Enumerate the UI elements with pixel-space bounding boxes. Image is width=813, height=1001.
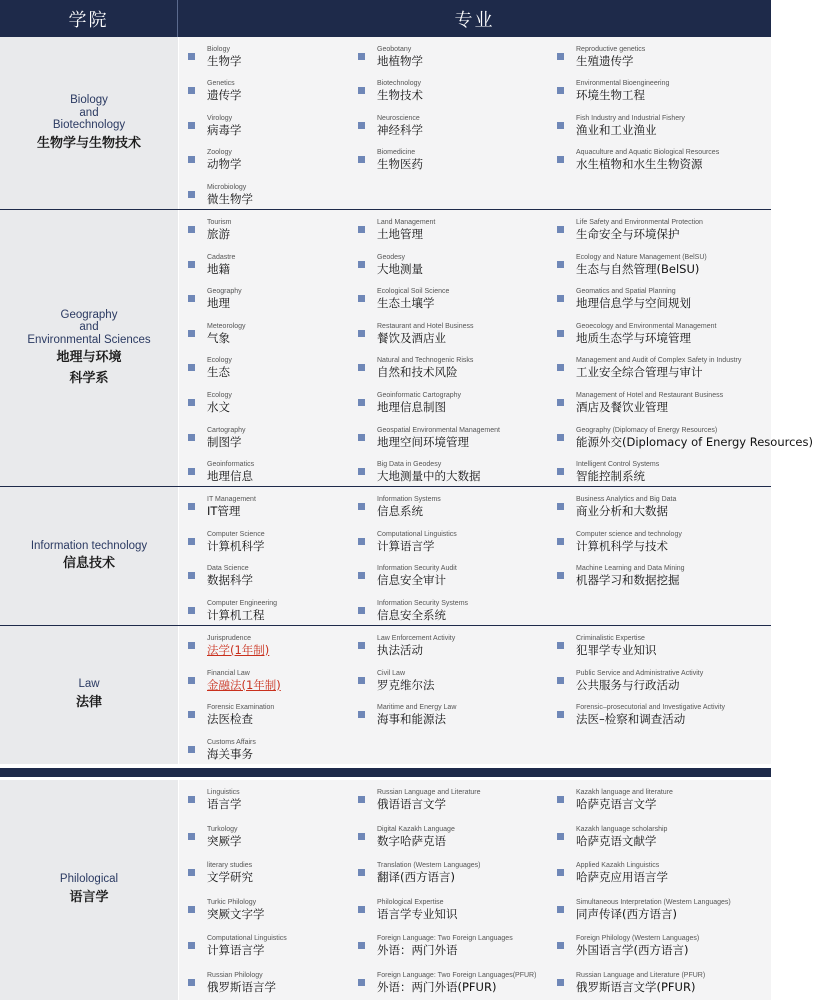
- college-name-zh: 法律: [75, 694, 102, 710]
- major-name-en: Life Safety and Environmental Protection: [576, 219, 703, 226]
- major-name-zh: 能源外交(Diplomacy of Energy Resources): [576, 434, 813, 449]
- major-name-en: Kazakh language and literature: [576, 789, 673, 796]
- college-name-zh: 语言学: [69, 889, 109, 905]
- bullet-square-icon: [188, 156, 195, 163]
- college-name-en: and: [79, 321, 99, 334]
- bullet-square-icon: [188, 979, 195, 986]
- bullet-square-icon: [188, 906, 195, 913]
- major-name-zh: 俄语语言文学: [377, 797, 446, 811]
- major-name-en: Russian Language and Literature: [377, 789, 481, 796]
- major-name-zh: 地理信息: [207, 469, 253, 484]
- major-name-en: Meteorology: [207, 322, 246, 330]
- major-name-zh: 文学研究: [207, 870, 253, 885]
- bullet-square-icon: [188, 330, 195, 337]
- bullet-square-icon: [557, 87, 564, 94]
- bullet-square-icon: [358, 642, 365, 649]
- bullet-square-icon: [557, 226, 564, 233]
- college-name-zh: 信息技术: [62, 556, 115, 572]
- major-name-en: Ecology: [207, 392, 232, 399]
- major-name-zh: 土地管理: [377, 227, 423, 241]
- bullet-square-icon: [188, 468, 195, 475]
- college-name-zh: 科学系: [69, 371, 109, 387]
- bullet-square-icon: [557, 642, 564, 649]
- major-name-zh: 环境生物工程: [576, 88, 645, 103]
- bullet-square-icon: [358, 942, 365, 949]
- major-name-en: Foreign Language: Two Foreign Languages: [377, 935, 513, 943]
- bullet-square-icon: [358, 399, 365, 406]
- bullet-square-icon: [358, 53, 365, 60]
- major-name-zh: 计算机科学与技术: [576, 538, 668, 553]
- major-name-en: Geodesy: [377, 253, 406, 261]
- bullet-square-icon: [188, 87, 195, 94]
- major-name-zh: 计算机科学: [207, 538, 265, 553]
- bullet-square-icon: [188, 261, 195, 268]
- major-name-en: Environmental Bioengineering: [576, 80, 670, 88]
- major-name-en: Ecology and Nature Management (BelSU): [576, 253, 707, 261]
- major-name-zh: 旅游: [207, 227, 230, 241]
- college-name-en: Geography: [60, 308, 118, 321]
- major-name-en: Aquaculture and Aquatic Biological Resources: [576, 149, 720, 157]
- bullet-square-icon: [358, 122, 365, 129]
- major-name-zh: 生物医药: [377, 157, 423, 172]
- bullet-square-icon: [188, 191, 195, 198]
- bullet-square-icon: [358, 711, 365, 718]
- bullet-square-icon: [358, 295, 365, 302]
- major-name-zh: 遗传学: [207, 88, 242, 103]
- major-name-en: Computational Linguistics: [207, 935, 287, 943]
- bullet-square-icon: [358, 869, 365, 876]
- major-name-en: Forensic Examination: [207, 704, 275, 712]
- bullet-square-icon: [188, 364, 195, 371]
- bullet-square-icon: [557, 942, 564, 949]
- major-name-zh: 外国语言学(西方语言): [576, 943, 689, 958]
- bullet-square-icon: [188, 434, 195, 441]
- major-name-en: Information Security Audit: [377, 565, 457, 573]
- majors-cell: [179, 37, 771, 210]
- college-name-en: Biology: [70, 94, 108, 107]
- major-name-en: Linguistics: [207, 789, 240, 796]
- major-name-zh: 计算语言学: [207, 943, 265, 958]
- bullet-square-icon: [557, 869, 564, 876]
- major-name-zh: 执法活动: [377, 643, 423, 657]
- major-name-zh: 哈萨克应用语言学: [576, 870, 668, 885]
- bullet-square-icon: [557, 796, 564, 803]
- bullet-square-icon: [188, 503, 195, 510]
- bullet-square-icon: [358, 434, 365, 441]
- bullet-square-icon: [557, 503, 564, 510]
- bullet-square-icon: [358, 796, 365, 803]
- major-name-en: Geoinformatic Cartography: [377, 392, 462, 399]
- bullet-square-icon: [358, 87, 365, 94]
- bullet-square-icon: [358, 226, 365, 233]
- major-name-en: Financial Law: [207, 669, 250, 677]
- major-name-en: Neuroscience: [377, 114, 420, 122]
- major-name-en: Philological Expertise: [377, 898, 444, 906]
- major-name-zh: 动物学: [207, 157, 242, 172]
- major-name-zh: 外语：两门外语(PFUR): [377, 980, 497, 994]
- bullet-square-icon: [358, 607, 365, 614]
- bullet-square-icon: [188, 711, 195, 718]
- major-name-zh: 翻译(西方语言): [377, 870, 455, 885]
- bullet-square-icon: [557, 295, 564, 302]
- major-name-zh: 数字哈萨克语: [377, 833, 446, 848]
- bullet-square-icon: [557, 434, 564, 441]
- major-name-zh: 地理信息制图: [377, 400, 446, 414]
- college-name-zh: 生物学与生物技术: [36, 135, 141, 151]
- bullet-square-icon: [557, 261, 564, 268]
- bullet-square-icon: [188, 642, 195, 649]
- major-name-en: Natural and Technogenic Risks: [377, 357, 474, 365]
- major-name-en: Information Security Systems: [377, 599, 469, 607]
- college-name-zh: 地理与环境: [56, 350, 122, 366]
- bullet-square-icon: [557, 572, 564, 579]
- major-name-en: Cadastre: [207, 253, 236, 261]
- major-name-en: Turkic Philology: [207, 898, 257, 906]
- major-name-en: Turkology: [207, 825, 238, 833]
- bullet-square-icon: [188, 122, 195, 129]
- major-name-zh: 突厥文字学: [207, 906, 265, 921]
- major-name-zh: 数据科学: [207, 573, 253, 588]
- major-name-en: Microbiology: [207, 183, 247, 191]
- major-name-zh: 智能控制系统: [576, 469, 645, 484]
- bullet-square-icon: [188, 746, 195, 753]
- major-name-en: Foreign Philology (Western Languages): [576, 935, 700, 943]
- major-name-en: Computer science and technology: [576, 530, 682, 538]
- college-name-cell: [0, 37, 178, 210]
- major-name-en: Applied Kazakh Linguistics: [576, 862, 660, 870]
- college-section: [0, 487, 771, 626]
- major-name-en: Intelligent Control Systems: [576, 461, 660, 469]
- bullet-square-icon: [188, 833, 195, 840]
- bullet-square-icon: [188, 295, 195, 302]
- college-name-en: Philological: [59, 873, 119, 886]
- bullet-square-icon: [188, 607, 195, 614]
- major-name-en: Virology: [207, 114, 233, 122]
- major-name-zh: 生殖遗传学: [576, 54, 634, 68]
- major-name-en: Big Data in Geodesy: [377, 461, 442, 469]
- major-name-en: Ecology: [207, 357, 232, 365]
- bullet-square-icon: [557, 156, 564, 163]
- major-name-zh: 工业安全综合管理与审计: [576, 365, 703, 380]
- major-name-en: Management of Hotel and Restaurant Business: [576, 392, 724, 399]
- major-name-en: Russian Language and Literature (PFUR): [576, 972, 706, 979]
- bullet-square-icon: [358, 330, 365, 337]
- bullet-square-icon: [557, 399, 564, 406]
- bullet-square-icon: [557, 906, 564, 913]
- major-name-zh: 哈萨克语言文学: [576, 797, 657, 811]
- major-name-zh: 生物技术: [377, 88, 423, 103]
- major-name-en: Law Enforcement Activity: [377, 635, 456, 642]
- major-name-en: Geography: [207, 288, 242, 296]
- bullet-square-icon: [358, 503, 365, 510]
- bullet-square-icon: [557, 364, 564, 371]
- major-name-en: Ecological Soil Science: [377, 288, 450, 296]
- major-name-zh: 大地测量: [377, 261, 423, 276]
- bullet-square-icon: [358, 364, 365, 371]
- section-divider: [0, 209, 771, 210]
- bullet-square-icon: [188, 226, 195, 233]
- major-name-en: Simultaneous Interpretation (Western Languages): [576, 898, 731, 906]
- college-section: [0, 210, 813, 487]
- major-name-en: Reproductive genetics: [576, 46, 646, 53]
- college-name-en: Information technology: [30, 539, 148, 552]
- major-name-en: Biotechnology: [377, 80, 421, 88]
- bullet-square-icon: [557, 833, 564, 840]
- major-name-en: Genetics: [207, 80, 235, 88]
- bullet-square-icon: [188, 942, 195, 949]
- bullet-square-icon: [358, 538, 365, 545]
- major-name-zh: 神经科学: [377, 122, 423, 137]
- major-name-zh: 同声传译(西方语言): [576, 906, 677, 921]
- major-name-zh: 生物学: [207, 54, 242, 68]
- major-name-zh: 商业分析和大数据: [576, 504, 668, 518]
- bullet-square-icon: [358, 468, 365, 475]
- major-name-zh: 地理: [207, 296, 230, 311]
- bullet-square-icon: [188, 399, 195, 406]
- major-name-zh: 生态与自然管理(BelSU): [576, 261, 700, 276]
- major-name-en: Forensic–prosecutorial and Investigative Activity: [576, 704, 726, 712]
- major-name-en: Public Service and Administrative Activity: [576, 669, 704, 677]
- major-name-en: Geomatics and Spatial Planning: [576, 288, 676, 296]
- college-name-cell: [0, 487, 178, 626]
- section-divider: [0, 768, 771, 777]
- major-name-zh: 微生物学: [207, 191, 253, 206]
- bullet-square-icon: [358, 572, 365, 579]
- college-name-cell: [0, 210, 178, 487]
- major-name-zh: 俄罗斯语言文学(PFUR): [576, 980, 696, 994]
- major-name-en: Machine Learning and Data Mining: [576, 565, 685, 573]
- major-name-en: IT Management: [207, 496, 256, 503]
- major-name-zh: 自然和技术风险: [377, 365, 458, 380]
- major-name-en: Data Science: [207, 565, 249, 573]
- major-name-zh: 计算语言学: [377, 538, 435, 553]
- major-name-zh: 公共服务与行政活动: [576, 677, 680, 692]
- major-name-zh: 语言学专业知识: [377, 906, 458, 921]
- major-name-en: Computer Science: [207, 530, 265, 538]
- major-name-en: Information Systems: [377, 496, 441, 503]
- major-name-zh: 地籍: [207, 261, 230, 276]
- section-divider: [0, 486, 771, 487]
- major-name-zh: IT管理: [207, 504, 241, 518]
- bullet-square-icon: [358, 906, 365, 913]
- major-name-zh: 餐饮及酒店业: [377, 330, 446, 345]
- major-name-zh: 地质生态学与环境管理: [576, 330, 691, 345]
- college-name-en: Biotechnology: [52, 119, 126, 132]
- major-name-en: Computer Engineering: [207, 599, 278, 607]
- bullet-square-icon: [358, 979, 365, 986]
- bullet-square-icon: [557, 711, 564, 718]
- major-name-zh: 语言学: [207, 797, 242, 811]
- major-name-zh: 计算机工程: [207, 607, 265, 622]
- major-name-en: Computational Linguistics: [377, 530, 457, 538]
- bullet-square-icon: [557, 538, 564, 545]
- major-name-en: Geospatial Environmental Management: [377, 426, 500, 434]
- table-header: [0, 0, 771, 37]
- major-name-zh: 突厥学: [207, 833, 242, 848]
- major-name-en: Business Analytics and Big Data: [576, 496, 677, 503]
- major-name-zh: 法医–检察和调查活动: [576, 712, 686, 727]
- major-name-zh: 地理空间环境管理: [377, 434, 469, 449]
- bullet-square-icon: [557, 979, 564, 986]
- header-major: 专业: [454, 9, 495, 31]
- bullet-square-icon: [358, 677, 365, 684]
- major-name-zh: 生态: [207, 365, 230, 380]
- college-name-cell: [0, 626, 178, 764]
- bullet-square-icon: [557, 468, 564, 475]
- college-name-en: Environmental Sciences: [27, 333, 151, 346]
- major-name-en: Criminalistic Expertise: [576, 635, 645, 642]
- major-name-zh: 生态土壤学: [377, 296, 435, 311]
- section-divider: [0, 625, 771, 626]
- major-name-en: Jurisprudence: [207, 635, 251, 642]
- major-name-zh: 俄罗斯语言学: [207, 980, 276, 994]
- major-name-zh: 地植物学: [377, 54, 423, 68]
- major-name-zh: 法学(1年制): [207, 643, 270, 657]
- college-section: [0, 780, 771, 1000]
- major-name-zh: 哈萨克语文献学: [576, 833, 657, 848]
- major-name-zh: 生命安全与环境保护: [576, 227, 680, 241]
- major-name-zh: 信息安全系统: [377, 607, 446, 622]
- bullet-square-icon: [188, 53, 195, 60]
- major-name-en: Kazakh language scholarship: [576, 825, 668, 833]
- college-name-en: and: [79, 106, 99, 119]
- major-name-zh: 金融法(1年制): [207, 677, 281, 692]
- bullet-square-icon: [557, 330, 564, 337]
- major-name-en: Geobotany: [377, 46, 412, 53]
- bullet-square-icon: [557, 677, 564, 684]
- major-name-zh: 大地测量中的大数据: [377, 469, 481, 484]
- major-name-zh: 信息安全审计: [377, 573, 446, 588]
- major-name-zh: 水生植物和水生生物资源: [576, 157, 703, 172]
- bullet-square-icon: [358, 156, 365, 163]
- major-name-zh: 法医检查: [207, 712, 253, 727]
- bullet-square-icon: [188, 572, 195, 579]
- bullet-square-icon: [188, 796, 195, 803]
- major-name-zh: 气象: [207, 330, 230, 345]
- major-name-zh: 酒店及餐饮业管理: [576, 400, 668, 414]
- major-name-en: Management and Audit of Complex Safety in Industry: [576, 357, 742, 365]
- bullet-square-icon: [188, 538, 195, 545]
- major-name-zh: 渔业和工业渔业: [576, 122, 657, 137]
- major-name-zh: 信息系统: [377, 504, 423, 518]
- major-name-en: Biology: [207, 46, 230, 53]
- major-name-en: Civil Law: [377, 669, 406, 677]
- bullet-square-icon: [358, 833, 365, 840]
- bullet-square-icon: [557, 122, 564, 129]
- majors-cell: [179, 780, 771, 1000]
- major-name-en: Restaurant and Hotel Business: [377, 322, 474, 330]
- college-section: [0, 626, 771, 764]
- bullet-square-icon: [557, 53, 564, 60]
- major-name-en: Foreign Language: Two Foreign Languages(PFUR): [377, 972, 537, 979]
- major-name-en: Geoinformatics: [207, 461, 255, 469]
- major-name-en: Digital Kazakh Language: [377, 825, 455, 833]
- major-name-en: Maritime and Energy Law: [377, 704, 457, 712]
- major-name-en: Geoecology and Environmental Management: [576, 322, 717, 330]
- major-name-zh: 机器学习和数据挖掘: [576, 573, 680, 588]
- bullet-square-icon: [188, 869, 195, 876]
- major-name-en: Russian Philology: [207, 972, 263, 979]
- bullet-square-icon: [358, 261, 365, 268]
- major-name-zh: 海关事务: [207, 746, 253, 761]
- major-name-zh: 罗克维尔法: [377, 677, 435, 692]
- college-section: [0, 37, 771, 210]
- major-name-zh: 病毒学: [207, 122, 242, 137]
- college-name-cell: [0, 780, 178, 1000]
- major-name-en: Land Management: [377, 219, 436, 226]
- header-college: 学院: [0, 0, 178, 37]
- major-name-zh: 制图学: [207, 434, 242, 449]
- major-name-en: Customs Affairs: [207, 738, 256, 746]
- major-name-zh: 水文: [207, 400, 230, 414]
- major-name-zh: 外语：两门外语: [377, 943, 458, 958]
- major-name-zh: 海事和能源法: [377, 712, 446, 727]
- major-name-en: Zoology: [207, 149, 232, 157]
- bullet-square-icon: [188, 677, 195, 684]
- major-name-en: Geography (Diplomacy of Energy Resources): [576, 426, 718, 434]
- major-name-en: Tourism: [207, 219, 232, 226]
- major-name-en: Translation (Western Languages): [377, 862, 481, 870]
- major-name-en: literary studies: [207, 862, 253, 870]
- major-name-en: Fish Industry and Industrial Fishery: [576, 114, 685, 122]
- major-name-zh: 地理信息学与空间规划: [576, 296, 691, 311]
- college-name-en: Law: [78, 678, 100, 691]
- major-name-zh: 犯罪学专业知识: [576, 643, 657, 657]
- major-name-en: Cartography: [207, 426, 246, 434]
- major-name-en: Biomedicine: [377, 149, 416, 157]
